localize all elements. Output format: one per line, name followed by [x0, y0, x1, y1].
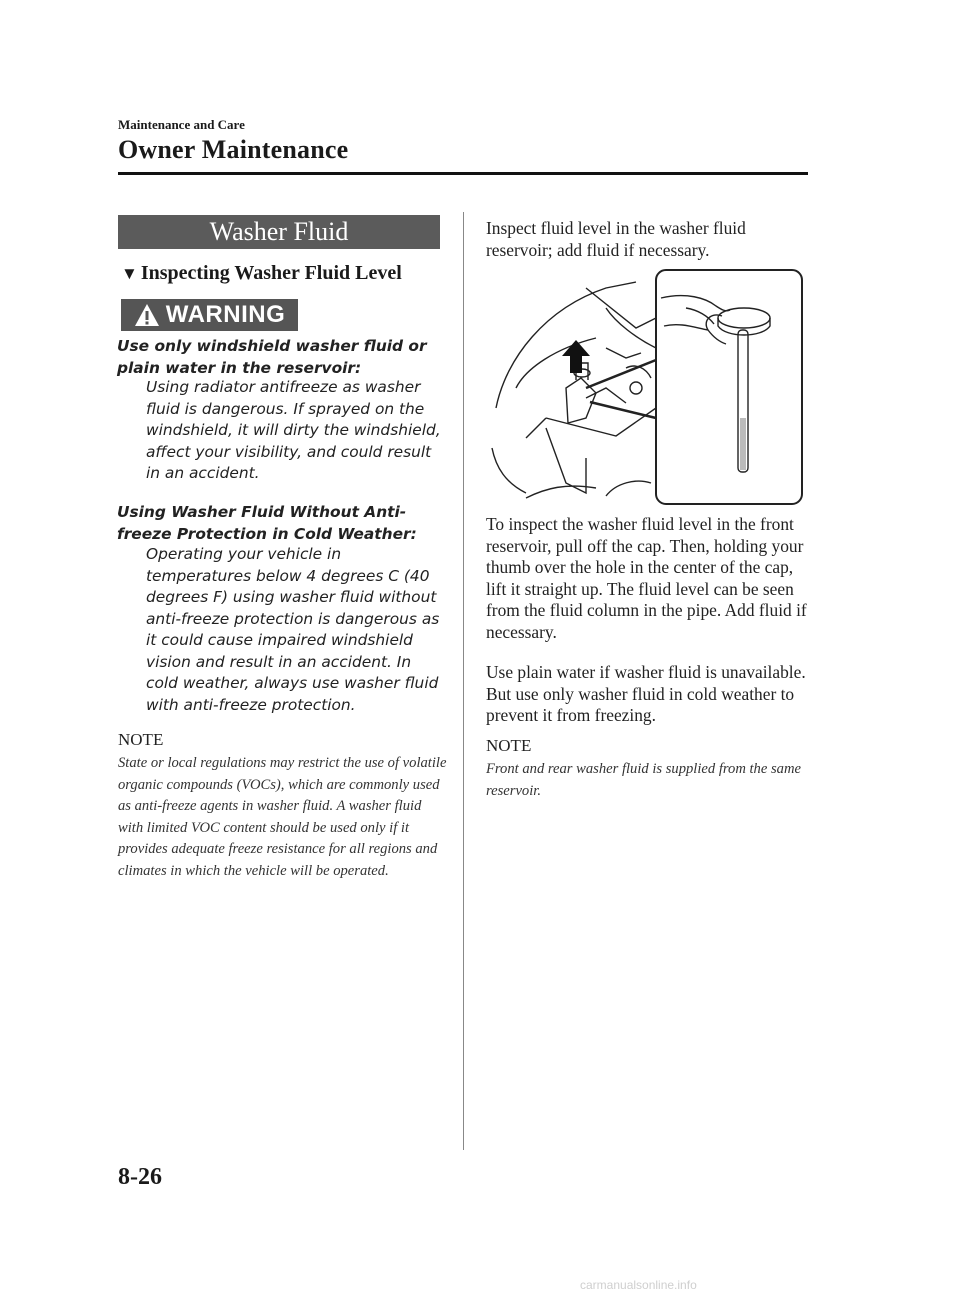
column-divider	[463, 212, 464, 1150]
note-label-right: NOTE	[486, 736, 532, 755]
subheading-text: Inspecting Washer Fluid Level	[140, 262, 402, 284]
warning-icon	[134, 303, 160, 327]
inspection-paragraph: To inspect the washer fluid level in the front reservoir, pull off the cap. Then, holding your thumb over the hole in the center of the cap, lift it straight up. The fluid level can be seen from the fluid column in the pipe. Add fluid if necessary.	[486, 514, 807, 642]
watermark: carmanualsonline.info	[580, 1278, 697, 1292]
warning-1-title: Use only windshield washer fluid or plain water in the reservoir:	[117, 337, 427, 377]
washer-reservoir-illustration	[486, 268, 806, 508]
intro-paragraph: Inspect fluid level in the washer fluid reservoir; add fluid if necessary.	[486, 218, 746, 260]
note-text-left: State or local regulations may restrict the use of volatile organic compounds (VOCs), which are commonly used as anti-freeze agents in washer fluid. A washer fluid with limited VOC content should be used only if it provides adequate freeze resistance for all regions and climates in which the vehicle will be operated.	[118, 755, 447, 879]
triangle-bullet-icon: ▼	[121, 263, 138, 283]
chapter-title: Owner Maintenance	[118, 135, 349, 164]
section-label: Maintenance and Care	[118, 117, 245, 132]
section-heading-text: Washer Fluid	[209, 217, 349, 246]
warning-label: WARNING	[165, 301, 286, 328]
warning-2-title: Using Washer Fluid Without Anti-freeze Protection in Cold Weather:	[117, 503, 417, 543]
warning-badge	[121, 299, 298, 331]
warning-2-body: Operating your vehicle in temperatures below 4 degrees C (40 degrees F) using washer fluid without anti-freeze protection is dangerous as it could cause impaired windshield vision and result in an accident. In cold weather, always use washer fluid with anti-freeze protection.	[146, 545, 440, 714]
plain-water-paragraph: Use plain water if washer fluid is unavailable. But use only washer fluid in cold weather to prevent it from freezing.	[486, 662, 806, 725]
section-heading	[118, 215, 440, 249]
subheading	[121, 262, 402, 285]
warning-1-body: Using radiator antifreeze as washer fluid is dangerous. If sprayed on the windshield, it will dirty the windshield, affect your visibility, and could result in an accident.	[146, 378, 441, 482]
header-rule	[118, 172, 808, 175]
page-number: 8-26	[118, 1164, 162, 1190]
note-label-left: NOTE	[118, 730, 164, 749]
note-text-right: Front and rear washer fluid is supplied from the same reservoir.	[486, 761, 801, 799]
